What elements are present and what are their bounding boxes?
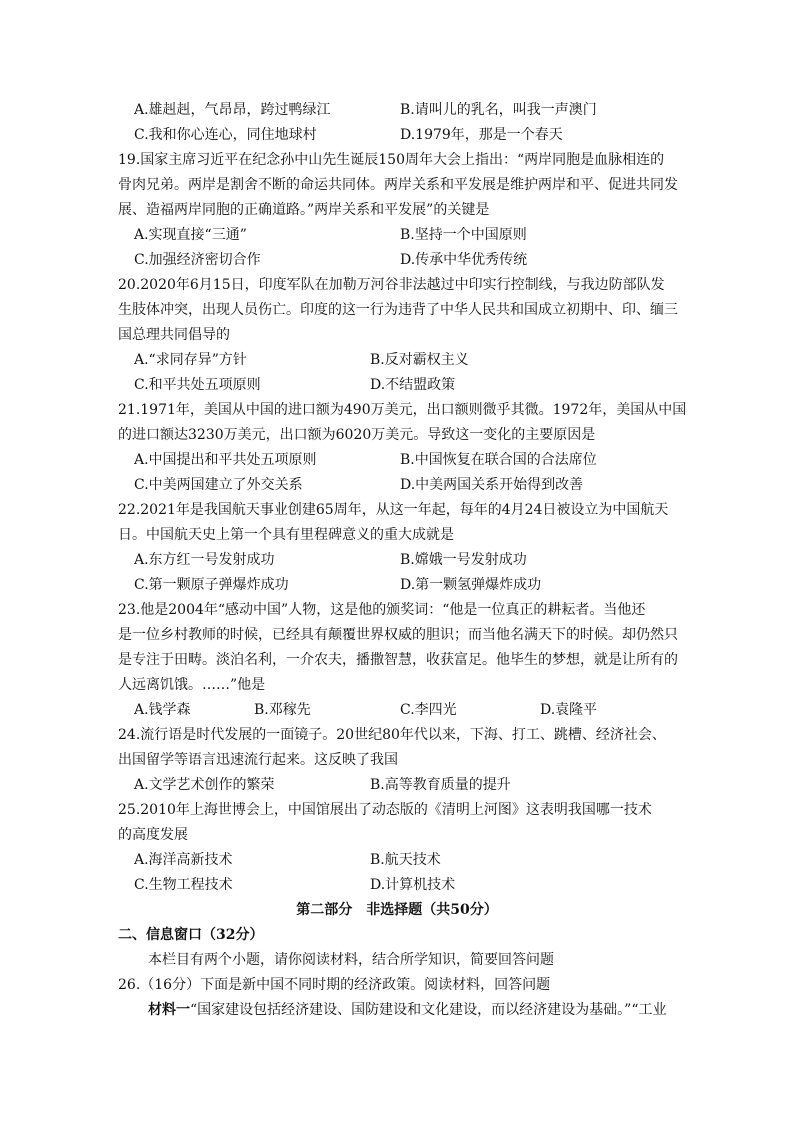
q21-option-b: B.中国恢复在联合国的合法席位 [400, 452, 597, 468]
q25-stem-line-2: 的高度发展 [118, 827, 188, 843]
q21-option-d: D.中美两国关系开始得到改善 [400, 477, 584, 493]
q25-option-c: C.生物工程技术 [134, 877, 233, 893]
q21-option-a: A.中国提出和平共处五项原则 [134, 452, 317, 468]
q20-stem-line-3: 国总理共同倡导的 [118, 327, 230, 343]
q23-option-c: C.李四光 [400, 702, 457, 718]
q23-options-row [134, 700, 694, 720]
q24-option-a: A.文学艺术创作的繁荣 [134, 777, 275, 793]
section-two-heading: 二、信息窗口（32分） [118, 927, 264, 943]
q20-option-c: C.和平共处五项原则 [134, 377, 261, 393]
q18-option-a: A.雄赳赳，气昂昂，跨过鸭绿江 [134, 102, 331, 118]
material-one-label: 材料一 [148, 1002, 190, 1018]
q25-option-a: A.海洋高新技术 [134, 852, 233, 868]
q22-option-a: A.东方红一号发射成功 [134, 552, 275, 568]
q20-option-a: A.“求同存异”方针 [134, 352, 247, 368]
q24-option-b: B.高等教育质量的提升 [370, 777, 511, 793]
q19-stem-line-2: 骨肉兄弟。两岸是割舍不断的命运共同体。两岸关系和平发展是维护两岸和平、促进共同发 [118, 177, 678, 193]
q23-option-b: B.邓稼先 [254, 702, 311, 718]
q18-options-row-2 [134, 125, 694, 145]
q19-stem-line-3: 展、造福两岸同胞的正确道路。”两岸关系和平发展”的关键是 [118, 202, 490, 218]
q20-stem-line-2: 生肢体冲突，出现人员伤亡。印度的这一行为违背了中华人民共和国成立初期中、印、缅三 [118, 302, 678, 318]
q20-options-row-2 [134, 375, 694, 395]
q20-option-d: D.不结盟政策 [370, 377, 456, 393]
q20-stem-line-1: 20.2020年6月15日，印度军队在加勒万河谷非法越过中印实行控制线，与我边防部队发 [118, 277, 665, 293]
q22-stem-line-1: 22.2021年是我国航天事业创建65周年，从这一年起，每年的4月24日被设立为中国航天 [118, 502, 669, 518]
q19-stem-line-1: 19.国家主席习近平在纪念孙中山先生诞辰150周年大会上指出：“两岸同胞是血脉相连的 [118, 152, 665, 168]
q22-options-row-1 [134, 550, 694, 570]
material-one-text: “国家建设包括经济建设、国防建设和文化建设，而以经济建设为基础。”“工业 [190, 1002, 667, 1018]
q25-options-row-2 [134, 875, 694, 895]
q26-material-one [148, 1000, 708, 1020]
q21-options-row-1 [134, 450, 694, 470]
q25-options-row-1 [134, 850, 694, 870]
q18-option-c: C.我和你心连心，同住地球村 [134, 127, 317, 143]
q22-option-b: B.嫦娥一号发射成功 [400, 552, 527, 568]
q18-option-b: B.请叫儿的乳名，叫我一声澳门 [400, 102, 597, 118]
q23-stem-line-3: 是专注于田畴。淡泊名利，一介农夫，播撒智慧，收获富足。他毕生的梦想，就是让所有的 [118, 652, 678, 668]
q22-options-row-2 [134, 575, 694, 595]
q22-option-d: D.第一颗氢弹爆炸成功 [400, 577, 542, 593]
q21-stem-line-2: 的进口额达3230万美元，出口额为6020万美元。导致这一变化的主要原因是 [118, 427, 596, 443]
q25-option-d: D.计算机技术 [370, 877, 456, 893]
q24-stem-line-1: 24.流行语是时代发展的一面镜子。20世纪80年代以来，下海、打工、跳槽、经济社会、 [118, 727, 666, 743]
q23-option-d: D.袁隆平 [540, 702, 598, 718]
q21-option-c: C.中美两国建立了外交关系 [134, 477, 303, 493]
q20-option-b: B.反对霸权主义 [370, 352, 469, 368]
q19-options-row-2 [134, 250, 694, 270]
q19-option-c: C.加强经济密切合作 [134, 252, 261, 268]
q24-options-row [134, 775, 694, 795]
q22-option-c: C.第一颗原子弹爆炸成功 [134, 577, 289, 593]
q23-option-a: A.钱学森 [134, 702, 191, 718]
q24-stem-line-2: 出国留学等语言迅速流行起来。这反映了我国 [118, 752, 398, 768]
q21-options-row-2 [134, 475, 694, 495]
q25-option-b: B.航天技术 [370, 852, 441, 868]
q18-option-d: D.1979年，那是一个春天 [400, 127, 563, 143]
q20-options-row-1 [134, 350, 694, 370]
q23-stem-line-4: 人远离饥饿。……”他是 [118, 677, 266, 693]
part-two-title: 第二部分 非选择题（共50分） [296, 902, 498, 918]
q18-options-row-1 [134, 100, 694, 120]
q22-stem-line-2: 日。中国航天史上第一个具有里程碑意义的重大成就是 [118, 527, 454, 543]
q21-stem-line-1: 21.1971年，美国从中国的进口额为490万美元，出口额则微乎其微。1972年，美国从中国 [118, 402, 687, 418]
q19-option-a: A.实现直接“三通” [134, 227, 247, 243]
q23-stem-line-2: 是一位乡村教师的时候，已经具有颠覆世界权威的胆识；而当他名满天下的时候。却仍然只 [118, 627, 678, 643]
q19-option-d: D.传承中华优秀传统 [400, 252, 528, 268]
q25-stem-line-1: 25.2010年上海世博会上，中国馆展出了动态版的《清明上河图》这表明我国哪一技术 [118, 802, 652, 818]
q26-stem: 26.（16分）下面是新中国不同时期的经济政策。阅读材料，回答问题 [118, 977, 551, 993]
q19-option-b: B.坚持一个中国原则 [400, 227, 527, 243]
q23-stem-line-1: 23.他是2004年“感动中国”人物，这是他的颁奖词：“他是一位真正的耕耘者。当他还 [118, 602, 646, 618]
q19-options-row-1 [134, 225, 694, 245]
section-instruction: 本栏目有两个小题，请你阅读材料，结合所学知识，简要回答问题 [148, 952, 554, 968]
